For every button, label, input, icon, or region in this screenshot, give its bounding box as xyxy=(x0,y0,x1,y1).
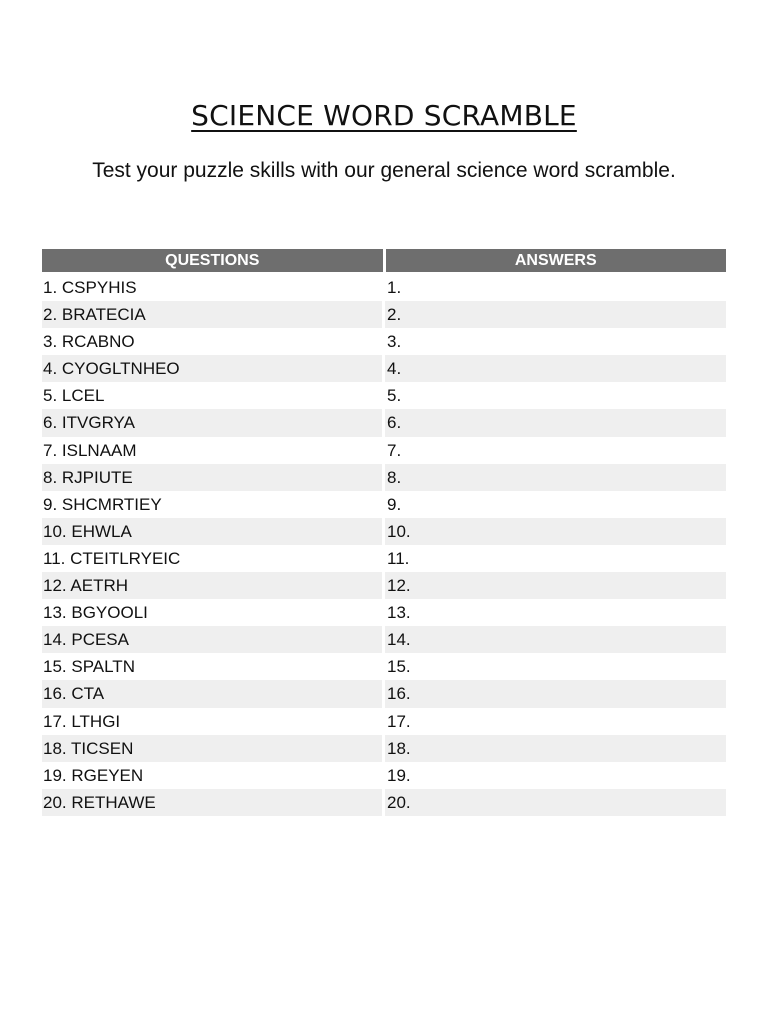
question-cell: 16. CTA xyxy=(42,680,382,707)
table-row xyxy=(42,545,726,572)
table-row xyxy=(42,328,726,355)
table-row xyxy=(42,626,726,653)
answer-cell[interactable]: 11. xyxy=(387,548,410,568)
question-cell: 9. SHCMRTIEY xyxy=(43,494,162,514)
answer-cell[interactable]: 13. xyxy=(387,603,411,623)
question-cell: 14. PCESA xyxy=(42,626,382,653)
table-row xyxy=(42,789,726,816)
page-subtitle: Test your puzzle skills with our general science word scramble. xyxy=(92,159,676,182)
table-row xyxy=(42,735,726,762)
table-row xyxy=(42,680,726,707)
question-cell: 12. AETRH xyxy=(42,572,382,599)
table-row xyxy=(42,653,726,680)
question-cell: 19. RGEYEN xyxy=(43,765,144,785)
answer-cell[interactable]: 6. xyxy=(385,409,726,436)
table-header xyxy=(42,249,726,272)
answer-cell[interactable]: 17. xyxy=(387,711,411,731)
answer-cell[interactable]: 18. xyxy=(385,735,726,762)
answer-cell[interactable]: 4. xyxy=(385,355,726,382)
table-row xyxy=(42,491,726,518)
answer-cell[interactable]: 16. xyxy=(385,680,726,707)
table-row xyxy=(42,382,726,409)
question-cell: 5. LCEL xyxy=(43,386,105,406)
questions-header: QUESTIONS xyxy=(42,249,383,272)
question-cell: 8. RJPIUTE xyxy=(42,464,382,491)
answer-cell[interactable]: 3. xyxy=(387,332,402,352)
table-row xyxy=(42,762,726,789)
question-cell: 1. CSPYHIS xyxy=(43,278,137,297)
question-cell: 10. EHWLA xyxy=(42,518,382,545)
answer-cell[interactable]: 8. xyxy=(385,464,726,491)
table-row xyxy=(42,437,726,464)
answer-cell[interactable]: 9. xyxy=(387,494,402,514)
answer-cell[interactable]: 12. xyxy=(385,572,726,599)
table-row xyxy=(42,274,726,301)
table-body xyxy=(42,274,726,816)
answer-cell[interactable]: 10. xyxy=(385,518,726,545)
table-row xyxy=(42,708,726,735)
page-title-text: SCIENCE WORD SCRAMBLE xyxy=(191,99,577,132)
table-row xyxy=(42,409,726,436)
answer-cell[interactable]: 7. xyxy=(387,440,402,460)
question-cell: 18. TICSEN xyxy=(42,735,382,762)
question-cell: 13. BGYOOLI xyxy=(43,603,148,623)
answer-cell[interactable]: 15. xyxy=(387,657,411,677)
table-row xyxy=(42,572,726,599)
question-cell: 7. ISLNAAM xyxy=(43,440,137,460)
table-row xyxy=(42,599,726,626)
answers-header: ANSWERS xyxy=(386,249,727,272)
answer-cell[interactable]: 5. xyxy=(387,386,402,406)
question-cell: 20. RETHAWE xyxy=(42,789,382,816)
answer-cell[interactable]: 19. xyxy=(387,765,411,785)
table-row xyxy=(42,301,726,328)
answer-cell[interactable]: 2. xyxy=(385,301,726,328)
question-cell: 2. BRATECIA xyxy=(42,301,382,328)
answer-cell[interactable]: 1. xyxy=(387,278,402,297)
scramble-table xyxy=(42,249,726,816)
table-row xyxy=(42,355,726,382)
question-cell: 6. ITVGRYA xyxy=(42,409,382,436)
question-cell: 3. RCABNO xyxy=(43,332,135,352)
question-cell: 11. CTEITLRYEIC xyxy=(43,548,181,568)
question-cell: 15. SPALTN xyxy=(43,657,135,677)
answer-cell[interactable]: 14. xyxy=(385,626,726,653)
page-title xyxy=(0,96,768,133)
question-cell: 4. CYOGLTNHEO xyxy=(42,355,382,382)
table-row xyxy=(42,464,726,491)
answer-cell[interactable]: 20. xyxy=(385,789,726,816)
table-row xyxy=(42,518,726,545)
question-cell: 17. LTHGI xyxy=(43,711,121,731)
